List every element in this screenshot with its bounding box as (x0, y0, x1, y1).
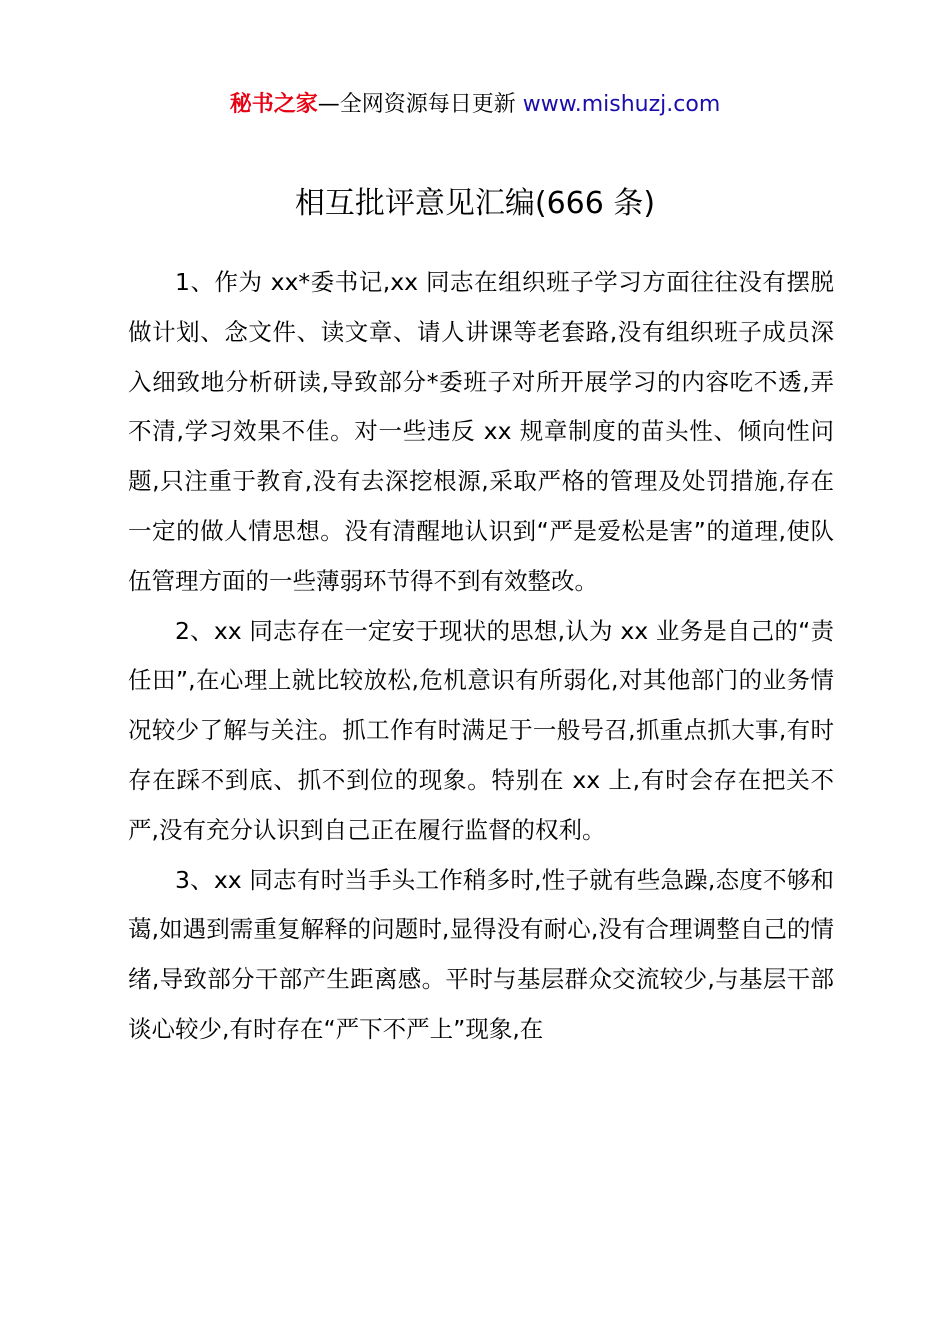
document-body (128, 258, 834, 1055)
paragraph-1: 1、作为 xx*委书记,xx 同志在组织班子学习方面往往没有摆脱做计划、念文件、读文章、请人讲课等老套路,没有组织班子成员深入细致地分析研读,导致部分*委班子对所开展学习的内容吃不透,弄不清,学习效果不佳。对一些违反 xx 规章制度的苗头性、倾向性问题,只注重于教育,没有去深挖根源,采取严格的管理及处罚措施,存在一定的做人情思想。没有清醒地认识到“严是爱松是害”的道理,使队伍管理方面的一些薄弱环节得不到有效整改。 (128, 268, 834, 595)
paragraph-3: 3、xx 同志有时当手头工作稍多时,性子就有些急躁,态度不够和蔼,如遇到需重复解释的问题时,显得没有耐心,没有合理调整自己的情绪,导致部分干部产生距离感。平时与基层群众交流较少,与基层干部谈心较少,有时存在“严下不严上”现象,在 (128, 865, 834, 1043)
site-url-link[interactable]: www.mishuzj.com (522, 92, 721, 117)
site-header (0, 88, 950, 122)
document-title: 相互批评意见汇编(666 条) (294, 186, 656, 221)
site-slogan: —全网资源每日更新 (317, 92, 523, 117)
paragraph-2: 2、xx 同志存在一定安于现状的思想,认为 xx 业务是自己的“责任田”,在心理上就比较放松,危机意识有所弱化,对其他部门的业务情况较少了解与关注。抓工作有时满足于一般号召,抓重点抓大事,有时存在踩不到底、抓不到位的现象。特别在 xx 上,有时会存在把关不严,没有充分认识到自己正在履行监督的权利。 (128, 616, 834, 844)
brand-name: 秘书之家 (229, 92, 318, 117)
